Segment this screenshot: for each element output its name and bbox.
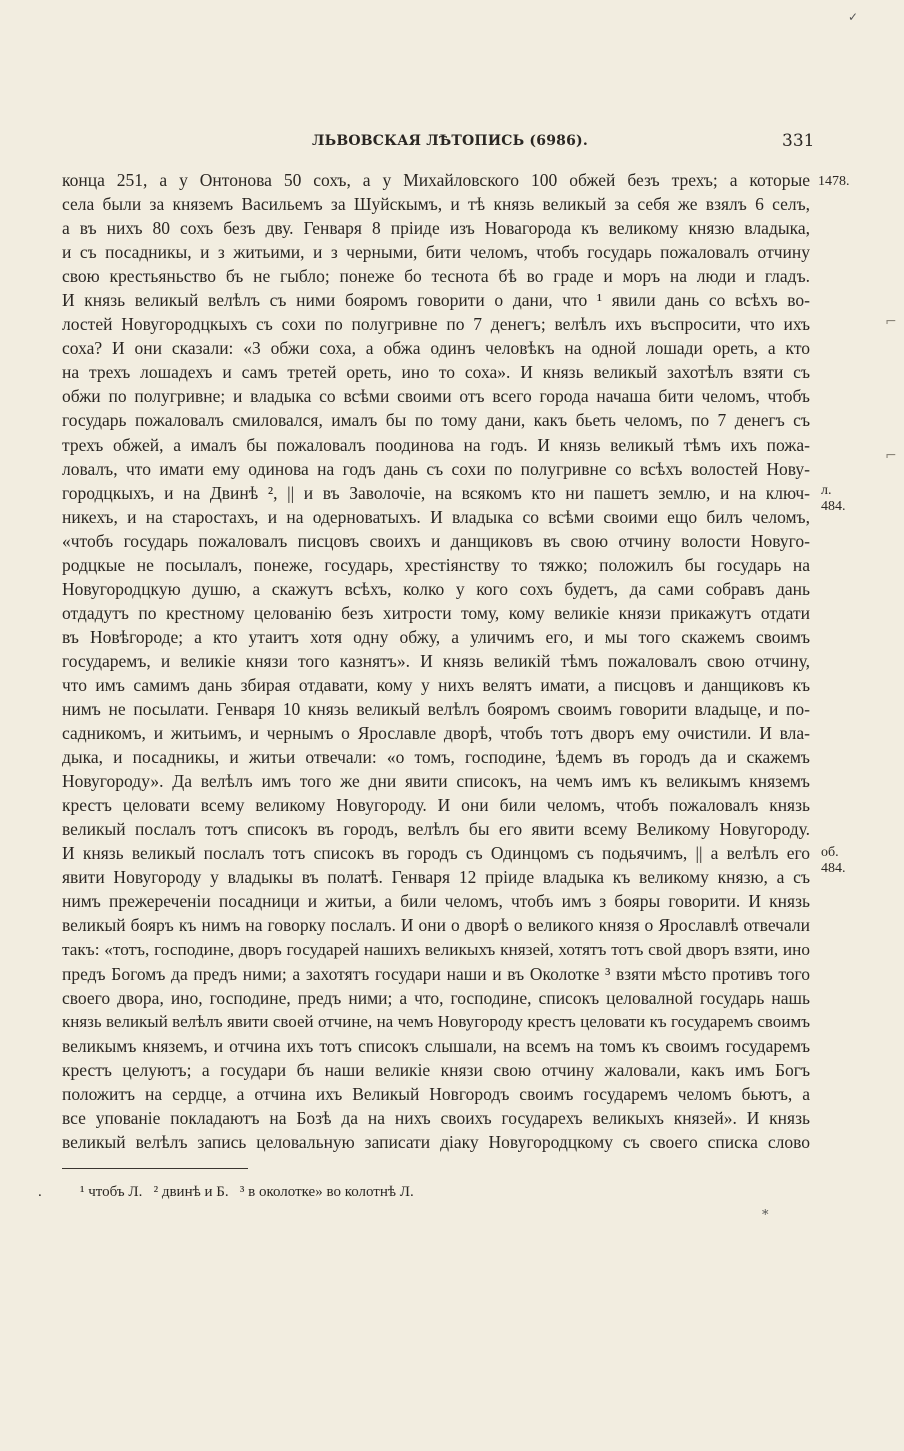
text-line: явити Новугороду у владыкы въ полатѣ. Генваря 12 пріиде владыка къ великому князю, а съ — [62, 867, 810, 888]
text-line: нимъ прежереченіи посадници и житьи, а били челомъ, чтобъ имъ з бояры говорити. И князь — [62, 891, 810, 912]
footnote-text: ¹ чтобъ Л. ² двинѣ и Б. ³ в околотке» во колотнѣ Л. — [80, 1184, 414, 1200]
text-line: нимъ не посылати. Генваря 10 князь великый велѣлъ бояромъ своимъ говорити владыце, и по- — [62, 699, 810, 720]
edge-dash-mark: ⌐ — [885, 314, 897, 330]
text-line: Новугородцкую душю, а скажутъ всѣхъ, колко у кого сохъ будетъ, да сами собравъ дань — [62, 578, 810, 599]
page-header — [0, 130, 904, 154]
text-line: села были за княземъ Васильемъ за Шуйскымъ, и тѣ князь великый за себя же взялъ 6 селъ, — [62, 194, 810, 215]
text-line: въ Новѣгороде; а кто утаитъ хотя одну обжу, а уличимъ его, и мы того скажемъ своимъ — [62, 626, 810, 647]
text-line: что имъ самимъ дань збирая отдавати, кому у нихъ велятъ имати, а писцовъ и данщиковъ къ — [62, 674, 810, 695]
text-line: своего двора, ино, господине, предъ ними; а что, господине, списокъ целовалной государь нашь — [62, 987, 810, 1008]
margin-note-verso: об. 484. — [821, 845, 846, 876]
text-line: великый послалъ тотъ списокъ въ городъ, велѣлъ бы его явити всему Великому Новугороду. — [62, 819, 810, 840]
text-line: великымъ княземъ, и отчина ихъ тотъ списокъ слышали, на всемъ на томъ къ своимъ государемъ — [62, 1035, 810, 1056]
text-line: никехъ, и на старостахъ, и на одерноватыхъ. И владыка со всѣми своими ещо билъ челомъ, — [62, 506, 810, 527]
text-line: конца 251, а у Онтонова 50 сохъ, а у Михайловского 100 обжей безъ трехъ; а которые — [62, 170, 810, 190]
footnote-rule — [62, 1168, 248, 1169]
text-line: великый велѣлъ запись целовальную записати діаку Новугородцкому съ своего списка слово — [62, 1131, 810, 1152]
footnote-dot: . — [38, 1184, 42, 1200]
text-line: государь пожаловалъ смиловался, ималъ бы по тому дани, какъ бьеть челомъ, по 7 денегъ съ — [62, 410, 810, 431]
text-line: И князь великый велѣлъ съ ними бояромъ говорити о дани, что ¹ явили дань со всѣхъ во- — [62, 290, 810, 311]
text-line: государемъ, и великіе князи того казнятъ». И князь великій тѣмъ пожаловалъ свою отчину, — [62, 650, 810, 671]
text-line: И князь великый послалъ тотъ списокъ въ городъ съ Одинцомъ съ подьячимъ, || а велѣлъ его — [62, 843, 810, 864]
asterisk-mark: * — [762, 1208, 769, 1223]
text-line: князь великый велѣлъ явити своей отчине, на чемъ Новугороду крестъ целовати къ государемъ своимъ — [62, 1011, 810, 1031]
page-number: 331 — [782, 131, 815, 151]
text-line: Новугороду». Да велѣлъ имъ того же дни явити списокъ, на чемъ имъ къ великымъ княземъ — [62, 771, 810, 792]
text-line: положитъ на сердце, а отчина ихъ Великый Новгородъ своимъ государемъ челомъ бьютъ, а — [62, 1083, 810, 1104]
main-text — [62, 168, 810, 1154]
text-line: и съ посадникы, и з житьими, и з черными, бити челомъ, чтобъ государь пожаловалъ отчину — [62, 242, 810, 263]
text-line: трехъ обжей, а ималъ бы пожаловалъ поодинова на годъ. И князь великый тѣмъ ихъ пожа- — [62, 434, 810, 455]
text-line: дыка, и посадникы, и житьи отвечали: «о томъ, господине, ѣдемъ въ городъ да и скажемъ — [62, 747, 810, 768]
text-line: родцкые не посылалъ, понеже, государь, хрестіянству то тяжко; положилъ бы государь на — [62, 554, 810, 575]
text-line: все упованіе покладаютъ на Бозѣ да на нихъ своихъ государехъ великыхъ князей». И князь — [62, 1107, 810, 1128]
margin-note-leaf: л. 484. — [821, 483, 846, 514]
text-line: а въ нихъ 80 сохъ безъ дву. Генваря 8 пріиде изъ Новагорода къ великому князю владыка, — [62, 218, 810, 239]
text-line: такъ: «тотъ, господине, дворъ государей нашихъ великыхъ князей, хотятъ тотъ свой дворъ взяти, ино — [62, 939, 810, 959]
footnotes — [38, 1184, 414, 1201]
margin-note-year: 1478. — [818, 174, 850, 189]
text-line: лостей Новугородцкыхъ съ сохи по полугривне по 7 денегъ; велѣлъ ихъ въспросити, что ихъ — [62, 314, 810, 335]
text-line: великый бояръ къ нимъ на говорку послалъ. И они о дворѣ о великого князя о Ярославлѣ отвечали — [62, 915, 810, 936]
text-line: соха? И они сказали: «3 обжи соха, а обжа одинъ человѣкъ на одной лошади ореть, а кто — [62, 338, 810, 359]
text-line: свою крестьяньство бъ не гыбло; понеже бо теснота бѣ во граде и моръ на люди и гладъ. — [62, 266, 810, 287]
text-line: предъ Богомъ да предъ ними; а захотятъ государи наши и въ Околотке ³ взяти мѣсто противъ того — [62, 963, 810, 984]
text-line: отдадутъ по крестному целованію безъ хитрости тому, кому великіе князи прикажутъ отдати — [62, 602, 810, 623]
text-line: садникомъ, и житьимъ, и чернымъ о Ярославле дворѣ, чтобъ тотъ дворъ ему очистили. И вла- — [62, 723, 810, 744]
text-line: обжи по полугривне; и владыка со всѣми своими отъ всего города начаша бити челомъ, чтобъ — [62, 386, 810, 407]
text-line: городцкыхъ, и на Двинѣ ², || и въ Заволочіе, на всякомъ кто ни пашетъ землю, и на ключ- — [62, 482, 810, 503]
edge-dash-mark: ⌐ — [885, 448, 897, 464]
text-line: крестъ целовати всему великому Новугороду. И они били челомъ, чтобъ пожаловалъ князь — [62, 795, 810, 816]
text-line: крестъ целуютъ; а государи бъ наши великіе князи свою отчину жаловали, какъ имъ Богъ — [62, 1059, 810, 1080]
text-line: «чтобъ государь пожаловалъ писцовъ своихъ и данщиковъ въ свою отчину волости Новуго- — [62, 530, 810, 551]
corner-tick-mark: ✓ — [848, 10, 859, 24]
text-line: ловалъ, что имати ему одинова на годъ дань съ сохи по полугривне со всѣхъ волостей Нову- — [62, 458, 810, 479]
text-line: на трехъ лошадехъ и самъ третей ореть, ино то соха». И князь великый захотѣлъ взяти съ — [62, 362, 810, 383]
running-title: ЛЬВОВСКАЯ ЛѢТОПИСЬ (6986). — [312, 133, 588, 149]
